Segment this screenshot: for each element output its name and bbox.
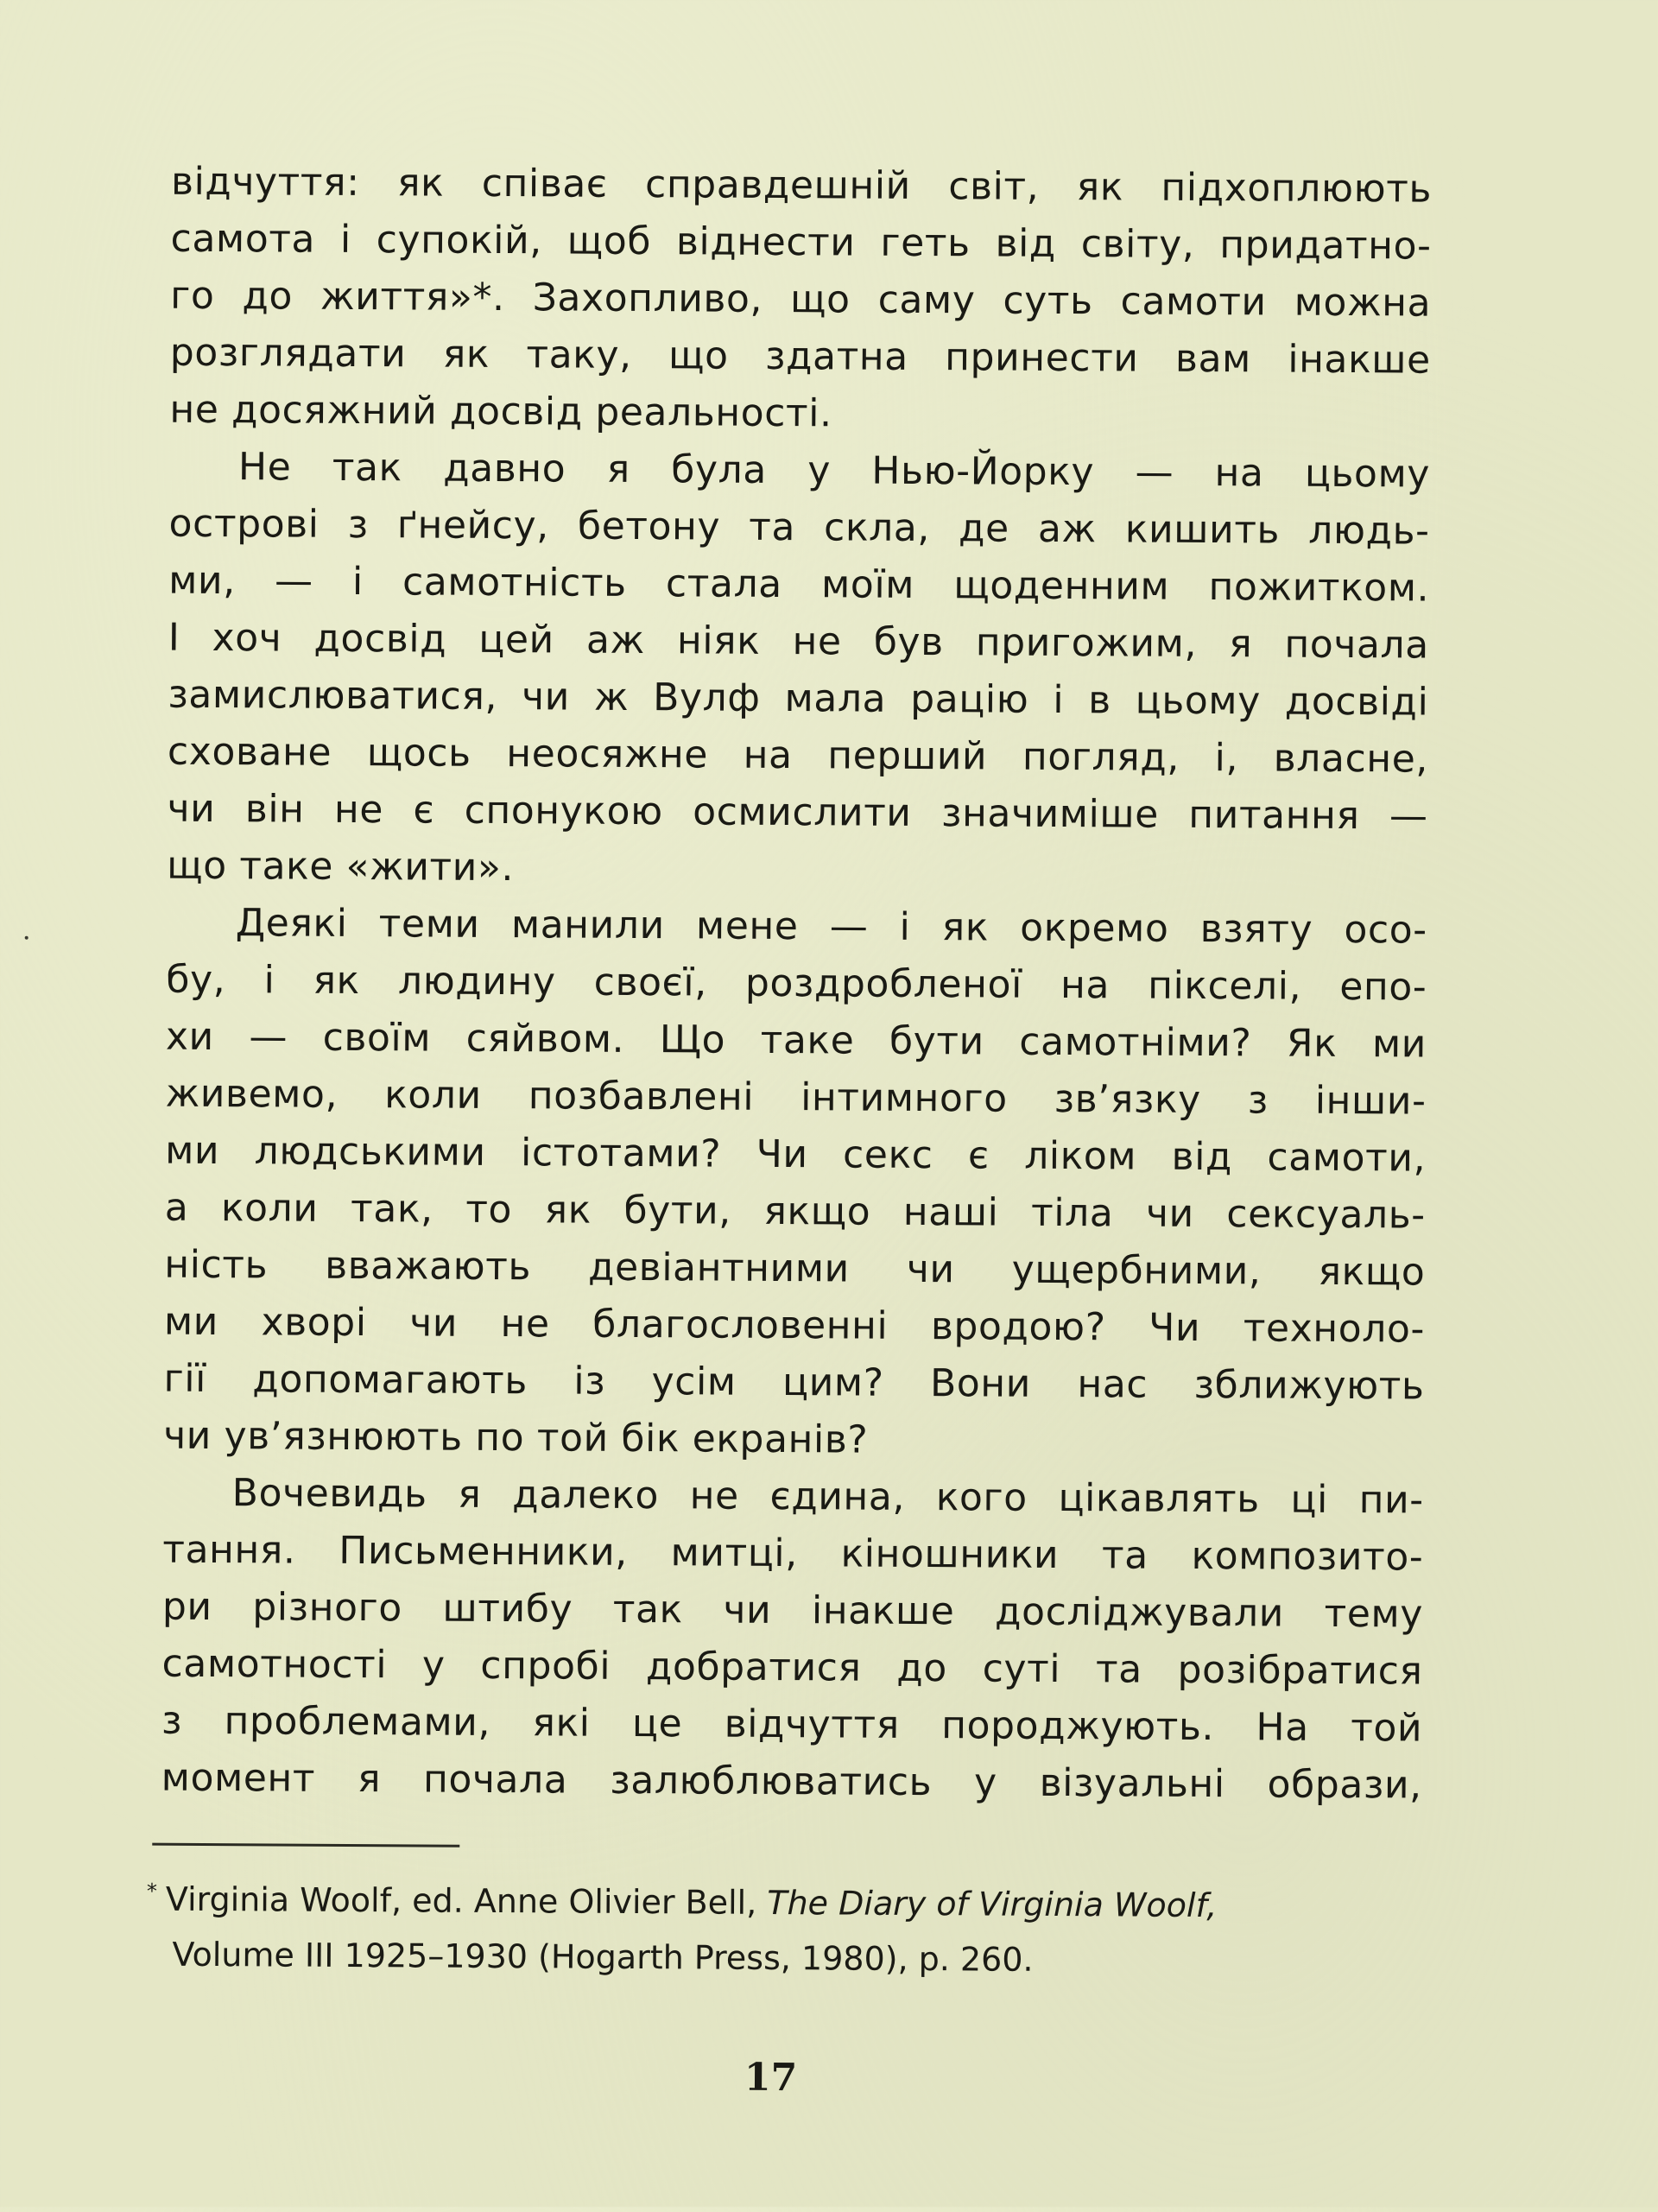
text-line: ність вважають девіантними чи ущербними, якщо	[164, 1242, 1426, 1295]
text-line: Деякі теми манили мене — і як окремо взяту осо-	[235, 901, 1427, 953]
text-line: що таке «жити».	[167, 843, 515, 891]
text-line: розглядати як таку, що здатна принести вам інакше	[169, 330, 1431, 383]
text-line: І хоч досвід цей аж ніяк не був пригожим, я почала	[168, 615, 1429, 668]
text-line: відчуття: як співає справдешній світ, як підхоплюють	[170, 159, 1433, 212]
footnote-line-1	[147, 1864, 1442, 1935]
footnote-book-title: The Diary of Virginia Woolf,	[767, 1883, 1218, 1925]
text-line: чи він не є спонукою осмислити значиміше питання —	[167, 786, 1428, 839]
paragraph-1	[169, 154, 1432, 447]
footnote-author: Virginia Woolf, ed. Anne Olivier Bell,	[165, 1879, 768, 1922]
text-line: сховане щось неосяжне на перший погляд, і, власне,	[167, 729, 1429, 782]
text-line: острові з ґнейсу, бетону та скла, де аж кишить людь-	[168, 501, 1430, 554]
body-text	[161, 154, 1433, 1815]
text-line: тання. Письменники, митці, кіношники та композито-	[162, 1527, 1424, 1580]
footnote-marker: *	[146, 1879, 158, 1904]
text-line: Не так давно я була у Нью-Йорку — на цьому	[237, 445, 1431, 497]
paragraph-2	[167, 439, 1430, 903]
text-line: Вочевидь я далеко не єдина, кого цікавлять ці пи-	[231, 1471, 1424, 1523]
text-line: ри різного штибу так чи інакше досліджували тему	[161, 1584, 1424, 1637]
text-line: чи ув’язнюють по той бік екранів?	[163, 1413, 869, 1462]
text-line: самотності у спробі добратися до суті та розібратися	[161, 1641, 1423, 1694]
text-line: замислюватися, чи ж Вулф мала рацію і в цьому досвіді	[168, 672, 1429, 725]
text-line: а коли так, то як бути, якщо наші тіла чи сексуаль-	[164, 1185, 1426, 1238]
dust-speck	[25, 936, 28, 940]
text-line: ми хворі чи не благословенні вродою? Чи техноло-	[163, 1299, 1426, 1352]
text-line: го до життя»*. Захопливо, що саму суть самоти можна	[170, 273, 1432, 326]
paragraph-4	[161, 1465, 1424, 1815]
text-line: самота і супокій, щоб віднести геть від світу, придатно-	[170, 216, 1432, 269]
text-line: гії допомагають із усім цим? Вони нас зближують	[163, 1356, 1425, 1409]
text-line: з проблемами, які це відчуття породжують. На той	[161, 1698, 1423, 1751]
footnote-divider	[152, 1843, 459, 1848]
page-number: 17	[744, 2055, 798, 2101]
text-line: живемо, коли позбавлені інтимного зв’язку з інши-	[165, 1071, 1427, 1124]
paragraph-3	[163, 895, 1427, 1473]
text-line: ми людськими істотами? Чи секс є ліком від самоти,	[165, 1128, 1427, 1181]
footnote-line-2: Volume III 1925–1930 (Hogarth Press, 1980), p. 260.	[172, 1935, 1034, 1979]
text-line: момент я почала залюблюватись у візуальні образи,	[161, 1755, 1422, 1808]
text-line: не досяжний досвід реальності.	[169, 387, 832, 436]
footnote	[146, 1864, 1442, 1990]
text-line: хи — своїм сяйвом. Що таке бути самотніми? Як ми	[165, 1014, 1427, 1067]
text-line: ми, — і самотність стала моїм щоденним пожитком.	[168, 558, 1430, 611]
text-line: бу, і як людину своєї, роздробленої на пікселі, епо-	[166, 957, 1427, 1010]
